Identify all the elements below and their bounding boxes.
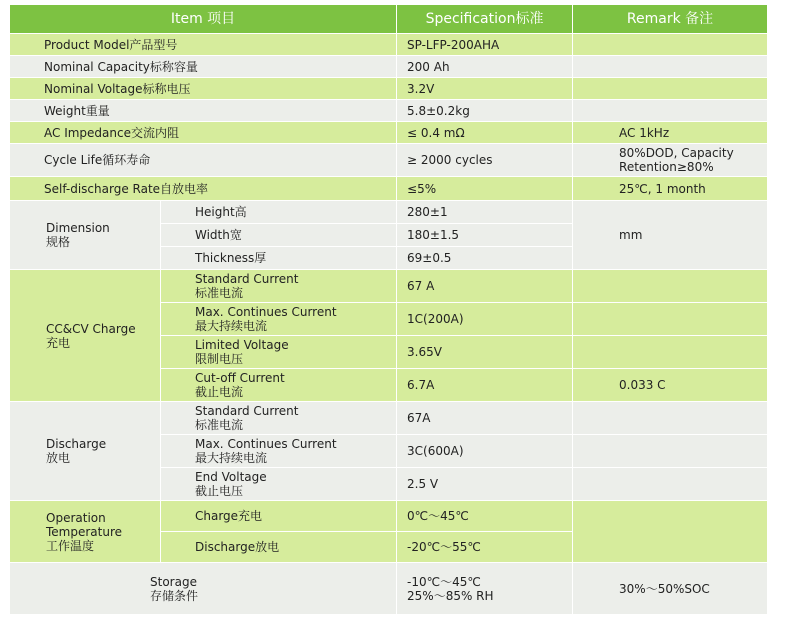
sub-item-label: Height高	[161, 201, 397, 224]
spec-sheet	[9, 4, 767, 615]
spec-value: 67 A	[397, 270, 573, 303]
sub-item-label	[161, 435, 397, 468]
spec-value: 6.7A	[397, 369, 573, 402]
item-label: AC Impedance交流内阻	[10, 122, 397, 144]
sub-item-label: Charge充电	[161, 501, 397, 532]
row-nominal-voltage	[10, 78, 768, 100]
sub-label-line: 截止电压	[195, 484, 244, 498]
spec-value: 180±1.5	[397, 224, 573, 247]
header-spec: Specification标准	[397, 5, 573, 34]
sub-item-label	[161, 369, 397, 402]
group-label: Discharge	[46, 437, 107, 451]
sub-item-label: Thickness厚	[161, 247, 397, 270]
remark-value	[573, 402, 768, 435]
sub-item-label: Width宽	[161, 224, 397, 247]
spec-value: 67A	[397, 402, 573, 435]
storage-label-line: 存储条件	[150, 588, 199, 603]
header-item: Item 项目	[10, 5, 397, 34]
sub-item-label	[161, 336, 397, 369]
remark-value	[573, 56, 768, 78]
group-label: Dimension	[46, 221, 110, 235]
spec-value: ≤5%	[397, 177, 573, 201]
row-weight	[10, 100, 768, 122]
item-label: Nominal Voltage标称电压	[10, 78, 397, 100]
group-discharge	[10, 402, 161, 501]
sub-label-line: 截止电流	[195, 385, 244, 399]
sub-item-label	[161, 303, 397, 336]
group-label: 放电	[46, 451, 71, 465]
spec-value: 69±0.5	[397, 247, 573, 270]
sub-item-label	[161, 468, 397, 501]
spec-line: 25%～85% RH	[407, 588, 494, 603]
row-dimension-height	[10, 201, 768, 224]
storage-label-line: Storage	[150, 574, 197, 589]
remark-value	[573, 303, 768, 336]
remark-value: AC 1kHz	[573, 122, 768, 144]
spec-value: 200 Ah	[397, 56, 573, 78]
group-label: CC&CV Charge	[46, 321, 136, 336]
spec-value: ≤ 0.4 mΩ	[397, 122, 573, 144]
spec-value: SP-LFP-200AHA	[397, 34, 573, 56]
remark-value: mm	[573, 201, 768, 270]
spec-value: 5.8±0.2kg	[397, 100, 573, 122]
group-charge	[10, 270, 161, 402]
group-dimension	[10, 201, 161, 270]
remark-value	[573, 468, 768, 501]
sub-item-label: Discharge放电	[161, 532, 397, 563]
row-self-discharge	[10, 177, 768, 201]
spec-value: 3.65V	[397, 336, 573, 369]
remark-value	[573, 100, 768, 122]
item-label: Weight重量	[10, 100, 397, 122]
spec-value: 0℃～45℃	[397, 501, 573, 532]
remark-value: 30%～50%SOC	[573, 563, 768, 615]
row-ac-impedance	[10, 122, 768, 144]
sub-label-line: Cut-off Current	[195, 371, 285, 385]
item-label: Cycle Life循环寿命	[10, 144, 397, 177]
row-charge-standard-current	[10, 270, 768, 303]
storage-label	[10, 563, 397, 615]
item-label: Self-discharge Rate自放电率	[10, 177, 397, 201]
sub-label-line: Standard Current	[195, 404, 299, 418]
remark-value	[573, 144, 768, 177]
group-label: 工作温度	[46, 538, 95, 553]
header-row	[10, 5, 768, 34]
remark-value	[573, 78, 768, 100]
sub-item-label	[161, 402, 397, 435]
spec-value: 3.2V	[397, 78, 573, 100]
sub-label-line: 标准电流	[195, 286, 244, 300]
spec-table	[9, 4, 768, 615]
remark-value	[573, 501, 768, 563]
sub-label-line: 最大持续电流	[195, 451, 268, 465]
row-nominal-capacity	[10, 56, 768, 78]
remark-value	[573, 270, 768, 303]
remark-value: 25℃, 1 month	[573, 177, 768, 201]
item-label: Nominal Capacity标称容量	[10, 56, 397, 78]
spec-value: -20℃～55℃	[397, 532, 573, 563]
sub-item-label	[161, 270, 397, 303]
row-product-model	[10, 34, 768, 56]
group-label: Operation	[46, 510, 106, 525]
sub-label-line: 最大持续电流	[195, 319, 268, 333]
sub-label-line: Max. Continues Current	[195, 437, 337, 451]
row-discharge-standard-current	[10, 402, 768, 435]
sub-label-line: Standard Current	[195, 272, 299, 286]
spec-value: 1C(200A)	[397, 303, 573, 336]
sub-label-line: End Voltage	[195, 470, 267, 484]
group-temperature	[10, 501, 161, 563]
sub-label-line: 标准电流	[195, 418, 244, 432]
spec-value: 2.5 V	[397, 468, 573, 501]
remark-line: Retention≥80%	[619, 160, 714, 174]
sub-label-line: 限制电压	[195, 352, 244, 366]
remark-value	[573, 336, 768, 369]
spec-value	[397, 563, 573, 615]
spec-value: ≥ 2000 cycles	[397, 144, 573, 177]
row-cycle-life	[10, 144, 768, 177]
sub-label-line: Limited Voltage	[195, 338, 289, 352]
remark-value: 0.033 C	[573, 369, 768, 402]
remark-value	[573, 34, 768, 56]
remark-line: 80%DOD, Capacity	[619, 146, 734, 160]
item-label: Product Model产品型号	[10, 34, 397, 56]
header-remark: Remark 备注	[573, 5, 768, 34]
row-storage	[10, 563, 768, 615]
spec-line: -10℃～45℃	[407, 574, 481, 589]
remark-value	[573, 435, 768, 468]
group-label: 规格	[46, 235, 71, 249]
group-label: 充电	[46, 335, 71, 350]
spec-value: 280±1	[397, 201, 573, 224]
group-label: Temperature	[46, 524, 123, 539]
row-temp-charge	[10, 501, 768, 532]
sub-label-line: Max. Continues Current	[195, 305, 337, 319]
spec-value: 3C(600A)	[397, 435, 573, 468]
